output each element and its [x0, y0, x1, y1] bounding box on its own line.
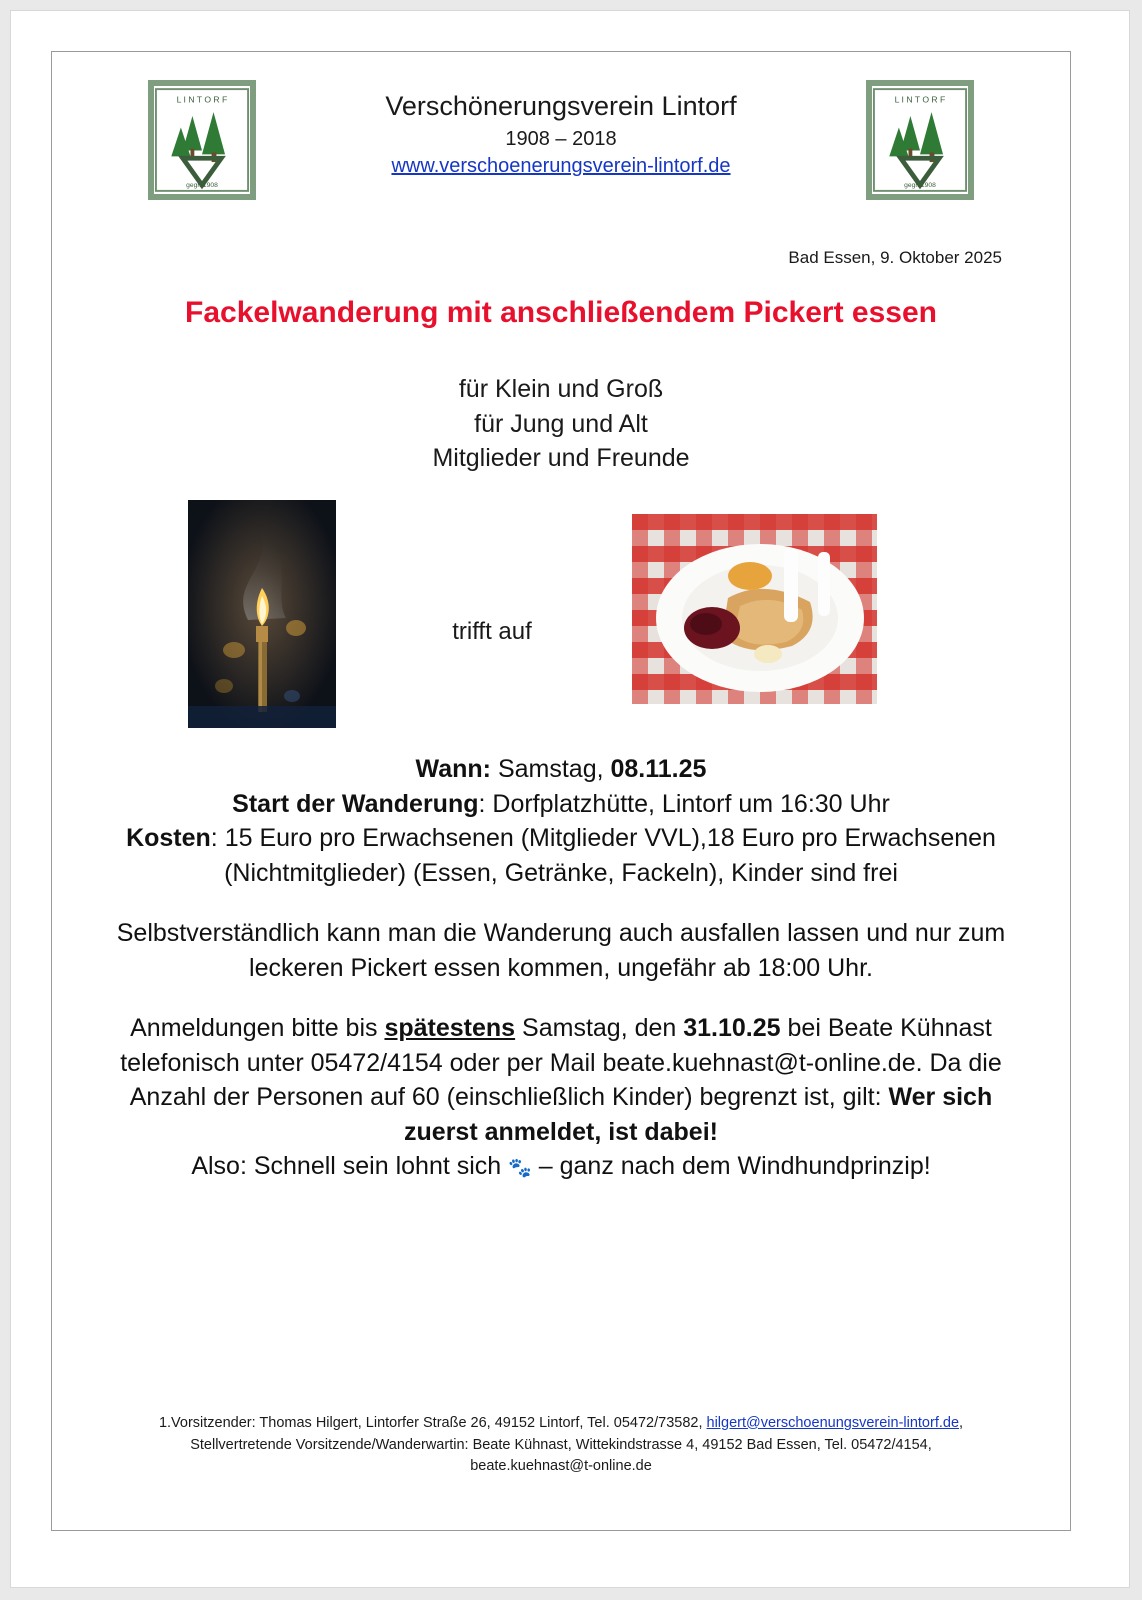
website-link[interactable]: www.verschoenerungsverein-lintorf.de — [391, 154, 731, 177]
when-label: Wann: — [415, 755, 491, 783]
registration-emphasis: spätestens — [384, 1014, 516, 1042]
pickert-photo-illustration — [632, 514, 877, 704]
paw-print-icon: 🐾 — [508, 1158, 532, 1179]
event-subtitle — [112, 372, 1010, 476]
closing-part-2: – ganz nach dem Windhundprinzip! — [531, 1152, 931, 1180]
spacer-1 — [108, 890, 1014, 916]
svg-text:L I N T O R F: L I N T O R F — [176, 94, 228, 105]
when-date: 08.11.25 — [610, 755, 707, 783]
document-footer — [132, 1413, 990, 1478]
spacer-2 — [108, 985, 1014, 1011]
organization-title: Verschönerungsverein Lintorf — [385, 91, 737, 121]
closing-part-1: Also: Schnell sein lohnt sich — [191, 1152, 509, 1180]
paragraph-closing — [108, 1149, 1014, 1184]
registration-deadline: 31.10.25 — [683, 1014, 781, 1042]
svg-text:L I N T O R F: L I N T O R F — [894, 94, 946, 105]
detail-start — [108, 787, 1014, 822]
torch-photo — [188, 500, 336, 728]
footer-email-link[interactable]: hilgert@verschoenungsverein-lintorf.de — [706, 1414, 960, 1431]
footer-text-before-link: 1.Vorsitzender: Thomas Hilgert, Lintorfer Straße 26, 49152 Lintorf, Tel. 05472/73582, — [158, 1414, 707, 1431]
detail-cost — [108, 821, 1014, 890]
svg-text:gegr. 1908: gegr. 1908 — [904, 182, 936, 190]
registration-part-2: Samstag, den — [515, 1014, 684, 1042]
event-details — [108, 752, 1014, 1184]
dateline: Bad Essen, 9. Oktober 2025 — [788, 248, 1002, 267]
start-label: Start der Wanderung — [232, 789, 479, 818]
paragraph-registration — [108, 1011, 1014, 1149]
footer-text-after-link: , Stellvertretende Vorsitzende/Wanderwartin: Beate Kühnast, Wittekindstrasse 4, 49152 Bad Essen, Tel. 05472/4154, beate.kuehnast@t-online.de — [190, 1414, 964, 1475]
subtitle-line-2: für Jung und Alt — [474, 409, 648, 438]
registration-part-3: bei Beate Kühnast telefonisch unter 05472/4154 oder per Mail beate.kuehnast@t-online.de. Da die Anzahl der Personen auf 60 (einschließlich Kinder) begrenzt ist, gilt: — [120, 1014, 1002, 1111]
anniversary-years: 1908 – 2018 — [505, 127, 617, 150]
detail-when — [108, 752, 1014, 787]
torch-photo-illustration — [188, 500, 336, 728]
flyer-sheet — [51, 51, 1071, 1531]
connector-label: trifft auf — [452, 618, 532, 645]
document-page — [10, 10, 1130, 1588]
svg-text:gegr. 1908: gegr. 1908 — [186, 182, 218, 190]
event-headline: Fackelwanderung mit anschließendem Pickert essen — [185, 296, 937, 329]
registration-part-1: Anmeldungen bitte bis — [130, 1014, 385, 1042]
subtitle-line-1: für Klein und Groß — [458, 375, 664, 403]
when-value: Samstag, — [491, 755, 611, 783]
registration-bold-tail: Wer sich zuerst anmeldet, ist dabei! — [404, 1083, 993, 1146]
start-value: : Dorfplatzhütte, Lintorf um 16:30 Uhr — [478, 789, 890, 818]
image-row — [52, 500, 1070, 730]
cost-label: Kosten — [126, 824, 211, 852]
cost-value: : 15 Euro pro Erwachsenen (Mitglieder VVL),18 Euro pro Erwachsenen (Nichtmitglieder) (Essen, Getränke, Fackeln), Kinder sind frei — [210, 824, 996, 887]
paragraph-optional-attendance: Selbstverständlich kann man die Wanderung auch ausfallen lassen und nur zum leckeren Pickert essen kommen, ungefähr ab 18:00 Uhr. — [116, 919, 1006, 982]
document-header — [52, 52, 1070, 212]
pickert-photo — [632, 514, 877, 704]
subtitle-line-3: Mitglieder und Freunde — [432, 444, 690, 472]
